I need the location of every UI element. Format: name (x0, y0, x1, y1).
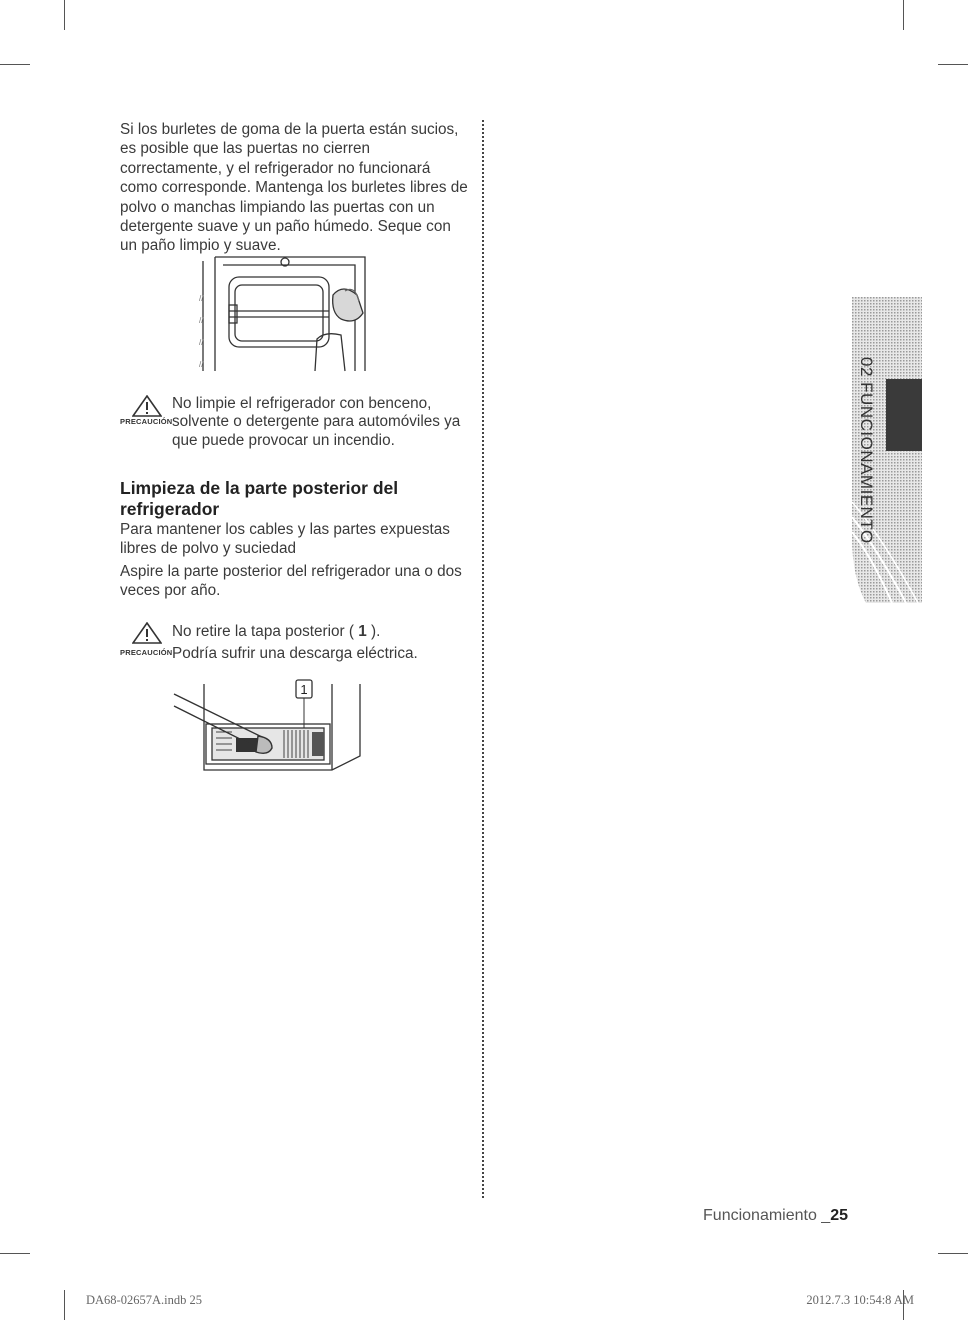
crop-mark (938, 64, 968, 65)
crop-mark (0, 1253, 30, 1254)
page-number: 25 (830, 1207, 848, 1224)
section-paragraph: Aspire la parte posterior del refrigerador una o dos veces por año. (120, 563, 462, 600)
section-title-line: Limpieza de la parte posterior del (120, 478, 399, 498)
svg-text://: // (199, 316, 204, 325)
section-paragraph: Para mantener los cables y las partes expuestas libres de polvo y suciedad (120, 521, 450, 558)
crop-mark (938, 1253, 968, 1254)
caution-line: No limpie el refrigerador con benceno, (172, 395, 432, 412)
svg-text://: // (199, 360, 204, 369)
intro-paragraph: Si los burletes de goma de la puerta están sucios, es posible que las puertas no cierren correctamente, y el refrigerador no funcionará como corresponde. Mantenga los burletes libres de polvo o manchas limpiando las puertas con un detergente suave y un paño húmedo. Seque con un paño limpio y suave. (120, 121, 468, 255)
section-body (120, 562, 468, 601)
section-title (120, 478, 470, 520)
caution-line: solvente o detergente para automóviles ya (172, 413, 461, 430)
chapter-number: 02 (857, 356, 876, 377)
svg-text://: // (199, 294, 204, 303)
caution-line: que puede provocar un incendio. (172, 432, 395, 449)
caution-line: Podría sufrir una descarga eléctrica. (172, 645, 418, 662)
door-gasket-illustration (195, 255, 370, 373)
caution-note-shock (120, 622, 470, 666)
column-divider (482, 120, 484, 1198)
crop-mark (64, 0, 65, 30)
footer-section: Funcionamiento _ (703, 1207, 831, 1224)
svg-text://: // (199, 338, 204, 347)
caution-line: No retire la tapa posterior ( 1 ). (172, 623, 381, 640)
crop-mark (903, 0, 904, 30)
part-callout-number: 1 (300, 682, 308, 697)
intro-block (120, 120, 468, 256)
caution-note-fire (120, 395, 470, 457)
caution-label: PRECAUCIÓN (120, 648, 173, 657)
print-file-info: DA68-02657A.indb 25 (86, 1293, 202, 1307)
warning-triangle-icon (132, 622, 162, 644)
chapter-name: FUNCIONAMIENTO (857, 381, 876, 544)
crop-mark (64, 1290, 65, 1320)
warning-triangle-icon (132, 395, 162, 417)
print-timestamp: 2012.7.3 10:54:8 AM (806, 1293, 914, 1307)
caution-label: PRECAUCIÓN (120, 417, 173, 426)
rear-vacuum-illustration (172, 676, 364, 774)
section-body (120, 520, 468, 559)
crop-mark (0, 64, 30, 65)
section-title-line: refrigerador (120, 499, 220, 519)
chapter-side-tab-label (846, 297, 886, 603)
page-footer (703, 1207, 848, 1225)
